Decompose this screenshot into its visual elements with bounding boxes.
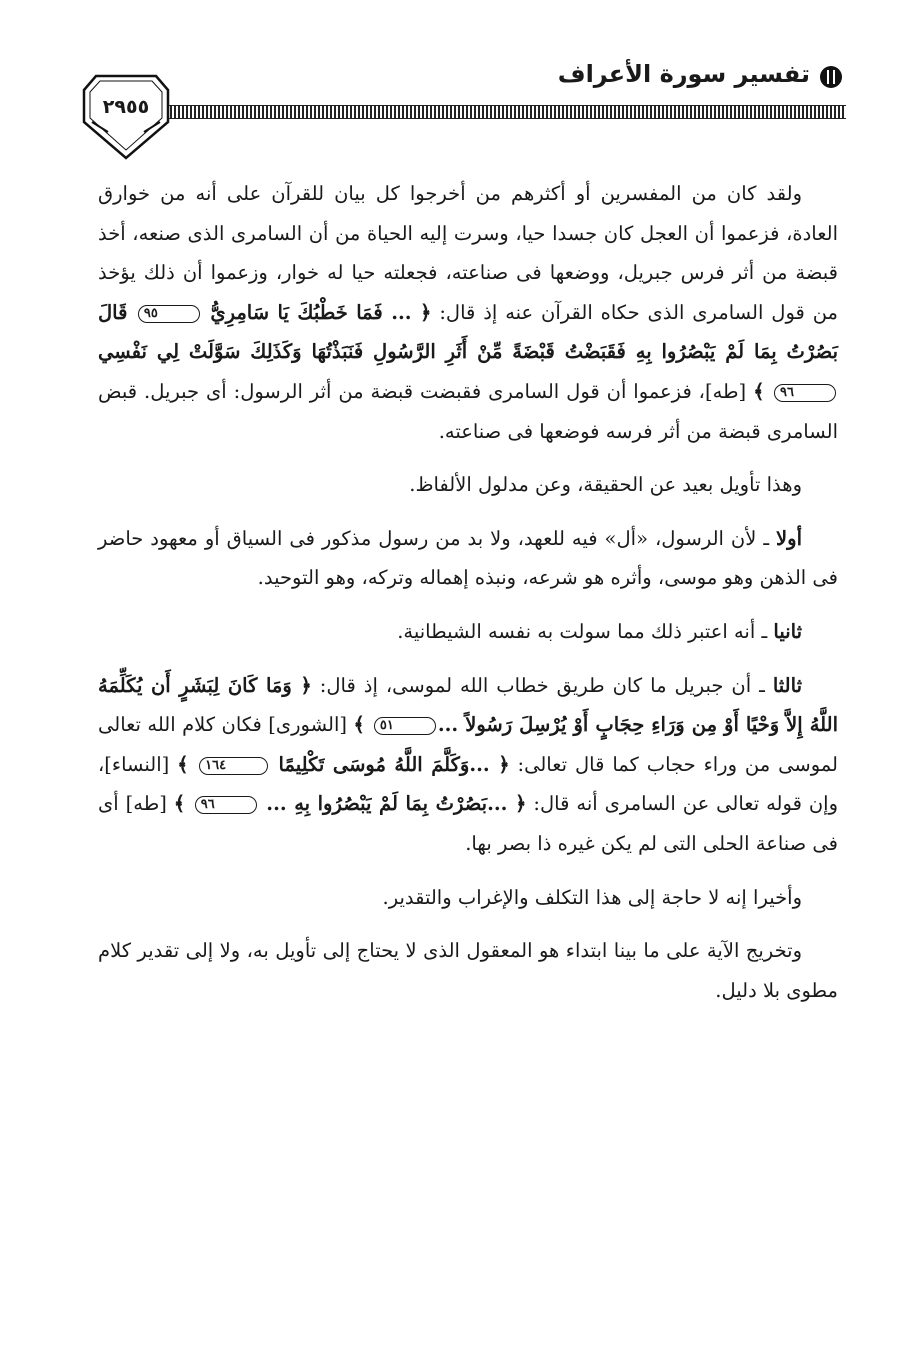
paragraph	[98, 174, 838, 451]
text-run: [الشورى] فكان كلام الله تعالى لموسى من وراء حجاب كما قال تعالى:	[98, 713, 838, 776]
quran-verse: ﴾	[353, 713, 372, 737]
body-text	[98, 174, 838, 1024]
header-rule	[166, 105, 846, 119]
page-number: ٢٩٥٥	[102, 96, 150, 118]
quran-verse: قَالَ بَصُرْتُ بِمَا لَمْ يَبْصُرُوا بِهِ فَقَبَضْتُ قَبْضَةً مِّنْ أَثَرِ الرَّسُولِ فَنَبَذْتُهَا وَكَذَلِكَ سَوَّلَتْ لِي نَفْسِي	[98, 300, 838, 364]
paragraph	[98, 612, 838, 652]
quran-verse: ﴿ ...بَصُرْتُ بِمَا لَمْ يَبْصُرُوا بِهِ ...	[258, 792, 527, 816]
text-run: وتخريج الآية على ما بينا ابتداء هو المعقول الذى لا يحتاج إلى تأويل به، ولا إلى تقدير كلام مطوى بلا دليل.	[98, 939, 838, 1002]
text-run: ـ أن جبريل ما كان طريق خطاب الله لموسى، إذ قال:	[311, 673, 773, 697]
quran-verse: ﴾	[173, 792, 193, 816]
verse-number: ٩٦	[195, 796, 257, 814]
quran-verse: ﴿ ... فَمَا خَطْبُكَ يَا سَامِرِيُّ	[201, 300, 432, 324]
text-run: ـ لأن الرسول، «أل» فيه للعهد، ولا بد من رسول مذكور فى السياق أو معهود حاضر فى الذهن وهو موسى، وأثره هو شرعه، ونبذه إهماله وتركه، وهو التوحيد.	[98, 526, 838, 590]
page-header	[0, 0, 922, 170]
running-title: تفسير سورة الأعراف	[557, 60, 810, 88]
point-lead: ثالثا	[772, 673, 802, 697]
quran-verse: ﴾	[177, 752, 198, 776]
text-run: وأخيرا إنه لا حاجة إلى هذا التكلف والإغراب والتقدير.	[382, 885, 802, 909]
text-run: [طه]، فزعموا أن قول السامرى فقبضت قبضة من أثر الرسول: أى جبريل. قبض السامرى قبضة من أثر فرسه فوضعها فى صناعته.	[98, 379, 838, 443]
paragraph	[98, 519, 838, 598]
quran-verse: ﴿ ...وَكَلَّمَ اللَّهُ مُوسَى تَكْلِيمًا	[270, 752, 510, 776]
text-run: [النساء]، وإن قوله تعالى عن السامرى أنه قال:	[98, 752, 839, 816]
point-lead: ثانيا	[773, 619, 802, 643]
header-ornament-icon	[820, 66, 842, 88]
quran-verse: ﴿ وَمَا كَانَ لِبَشَرٍ أَن يُكَلِّمَهُ اللَّهُ إِلاَّ وَحْيًا أَوْ مِن وَرَاءِ حِجَابٍ أَوْ يُرْسِلَ رَسُولاً ...	[98, 673, 839, 737]
verse-number: ١٦٤	[199, 757, 268, 775]
paragraph	[98, 878, 838, 918]
quran-verse: ﴾	[753, 379, 773, 403]
paragraph	[98, 931, 838, 1010]
verse-number: ٩٥	[138, 305, 200, 323]
text-run: ـ أنه اعتبر ذلك مما سولت به نفسه الشيطانية.	[397, 619, 774, 643]
paragraph	[98, 666, 838, 864]
paragraph	[98, 465, 838, 505]
text-run: [طه] أى فى صناعة الحلى التى لم يكن غيره ذا بصر بها.	[98, 792, 838, 855]
point-lead: أولا	[776, 526, 802, 550]
verse-number: ٥١	[374, 717, 436, 735]
verse-number: ٩٦	[774, 384, 836, 402]
text-run: وهذا تأويل بعيد عن الحقيقة، وعن مدلول الألفاظ.	[409, 473, 802, 497]
text-run: ولقد كان من المفسرين أو أكثرهم من أخرجوا كل بيان للقرآن على أنه من خوارق العادة، فزعموا أن العجل كان جسدا حيا، وسرت إليه الحياة من أن السامرى الذى صنعه، أخذ قبضة من أثر فرس جبريل، ووضعها فى صناعته، فجعلته حيا له خوار، وزعموا أن ذلك يؤخذ من قول السامرى الذى حكاه القرآن عنه إذ قال:	[98, 182, 838, 324]
